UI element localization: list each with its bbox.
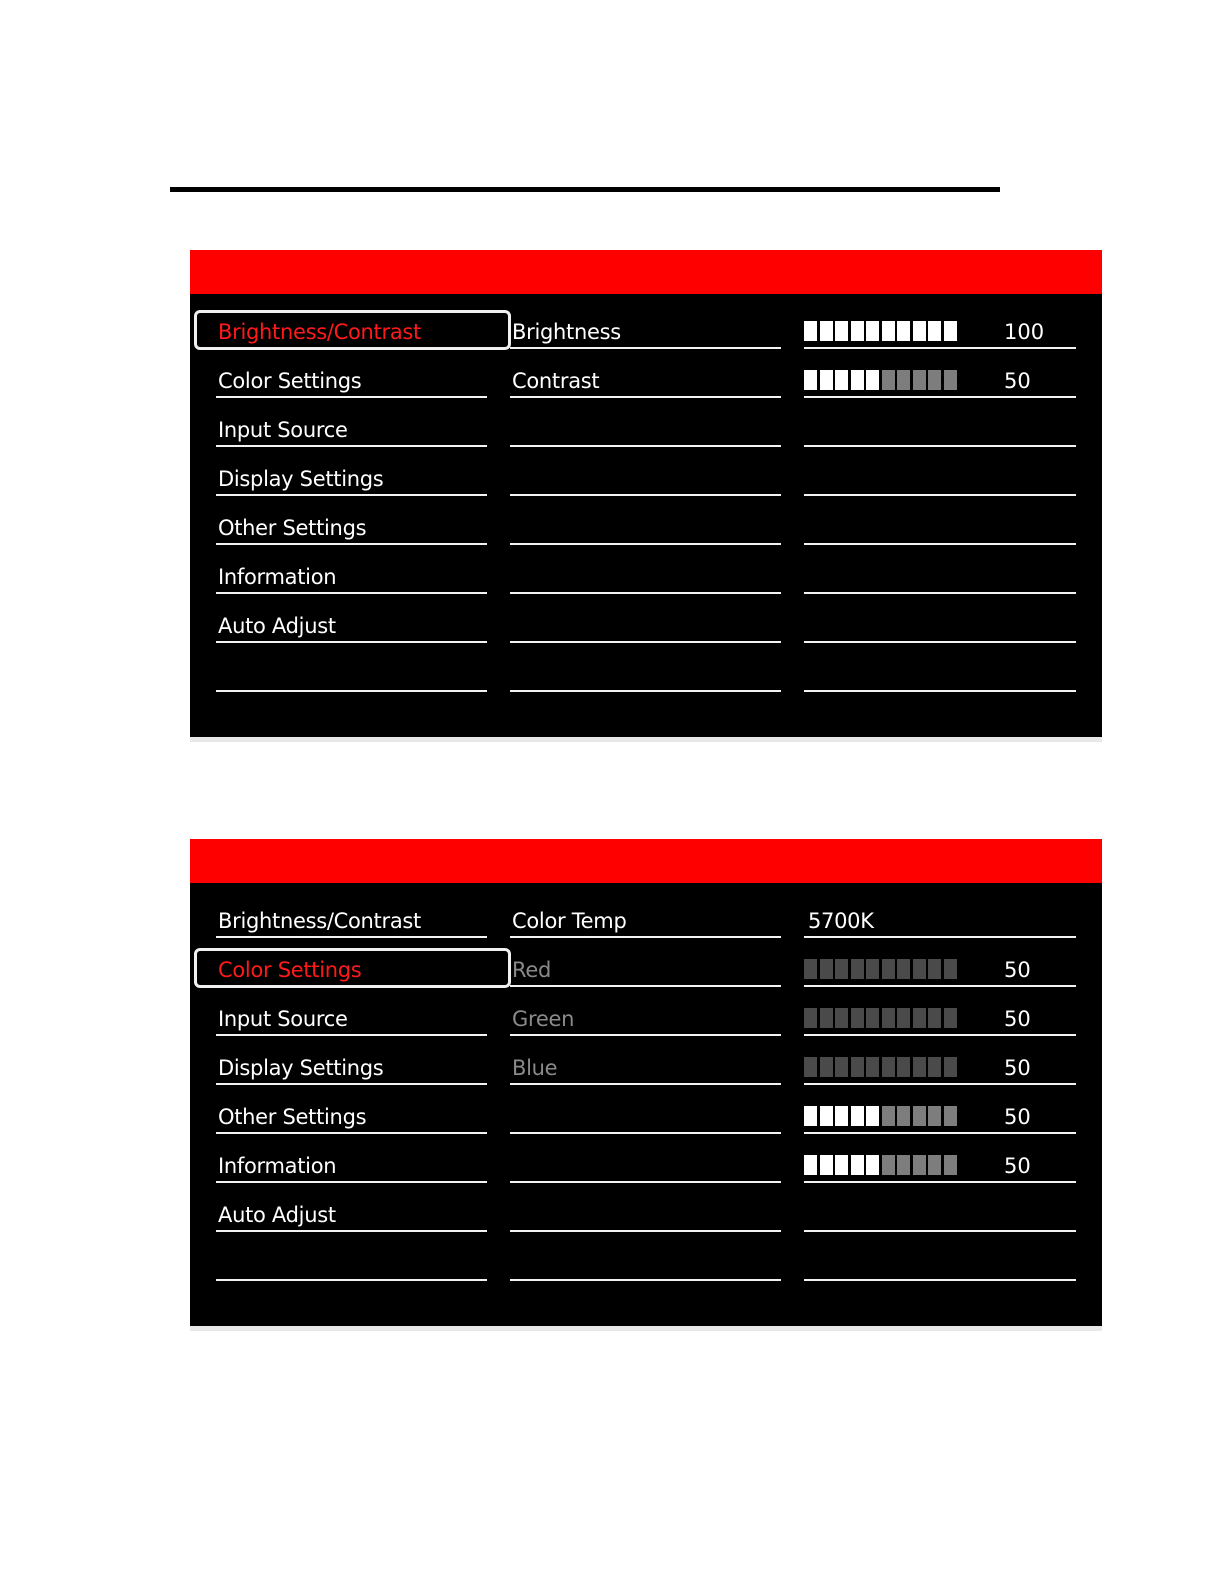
level-bar[interactable] <box>804 321 958 341</box>
menu-item-label: Color Settings <box>218 369 362 393</box>
level-bar <box>804 959 958 979</box>
level-bar-segment <box>928 959 941 979</box>
level-bar-segment <box>866 959 879 979</box>
menu-item-label: Brightness/Contrast <box>218 320 421 344</box>
level-bar-segment <box>928 1155 941 1175</box>
menu-item-other-settings[interactable] <box>216 496 487 545</box>
value-empty-row <box>804 643 1076 692</box>
level-bar-segment <box>913 370 926 390</box>
level-bar-segment <box>804 1106 817 1126</box>
menu-item-label: Other Settings <box>218 516 367 540</box>
value-empty-row <box>804 545 1076 594</box>
level-bar-segment <box>820 959 833 979</box>
level-bar-segment <box>882 959 895 979</box>
menu-item-label: Information <box>218 1154 337 1178</box>
level-bar-segment <box>866 1057 879 1077</box>
menu-item-auto-adjust[interactable] <box>216 1183 487 1232</box>
level-bar-segment <box>897 959 910 979</box>
setting-empty-row <box>510 447 781 496</box>
value-empty-row <box>804 398 1076 447</box>
setting-label: Red <box>512 958 551 982</box>
menu-item-label: Display Settings <box>218 467 384 491</box>
menu-empty-row <box>216 1232 487 1281</box>
level-value: 50 <box>1004 1007 1031 1031</box>
level-bar-segment <box>897 321 910 341</box>
setting-empty-row <box>510 545 781 594</box>
setting-label: Contrast <box>512 369 600 393</box>
setting-color-temp[interactable] <box>510 889 781 938</box>
menu-item-label: Auto Adjust <box>218 1203 336 1227</box>
setting-value-row[interactable] <box>804 889 1076 938</box>
level-bar-segment <box>944 1057 957 1077</box>
level-bar-segment <box>882 1155 895 1175</box>
level-bar-segment <box>913 1008 926 1028</box>
menu-item-label: Other Settings <box>218 1105 367 1129</box>
level-bar-segment <box>820 1155 833 1175</box>
setting-label: Green <box>512 1007 575 1031</box>
menu-item-label: Input Source <box>218 1007 348 1031</box>
setting-label: Brightness <box>512 320 621 344</box>
menu-item-information[interactable] <box>216 545 487 594</box>
level-bar-segment <box>851 1008 864 1028</box>
level-bar-segment <box>882 1057 895 1077</box>
level-bar-segment <box>882 1008 895 1028</box>
level-bar-segment <box>820 1008 833 1028</box>
level-bar-segment <box>851 1155 864 1175</box>
level-slider-row <box>804 938 1076 987</box>
level-bar-segment <box>897 1155 910 1175</box>
level-bar-segment <box>851 321 864 341</box>
menu-item-information[interactable] <box>216 1134 487 1183</box>
level-slider-row <box>804 987 1076 1036</box>
level-bar-segment <box>804 321 817 341</box>
menu-selection-highlight <box>194 948 511 988</box>
value-empty-row <box>804 594 1076 643</box>
level-bar-segment <box>897 1057 910 1077</box>
level-bar[interactable] <box>804 1106 958 1126</box>
menu-item-label: Information <box>218 565 337 589</box>
level-bar-segment <box>944 1155 957 1175</box>
level-bar-segment <box>897 370 910 390</box>
menu-item-input-source[interactable] <box>216 987 487 1036</box>
osd-brightness-contrast-panel <box>190 250 1102 742</box>
level-bar-segment <box>928 1057 941 1077</box>
setting-empty-row <box>510 1183 781 1232</box>
level-bar-segment <box>804 959 817 979</box>
osd-header-bar <box>190 250 1102 294</box>
level-slider-row[interactable] <box>804 1085 1076 1134</box>
level-bar-segment <box>897 1008 910 1028</box>
level-bar-segment <box>851 370 864 390</box>
level-bar <box>804 1008 958 1028</box>
menu-item-other-settings[interactable] <box>216 1085 487 1134</box>
level-bar-segment <box>804 1008 817 1028</box>
menu-item-display-settings[interactable] <box>216 447 487 496</box>
level-bar-segment <box>882 1106 895 1126</box>
setting-label: Color Temp <box>512 909 627 933</box>
level-bar-segment <box>866 1008 879 1028</box>
level-bar-segment <box>928 1008 941 1028</box>
menu-item-label: Color Settings <box>218 958 362 982</box>
setting-empty-row <box>510 1134 781 1183</box>
level-bar-segment <box>835 1106 848 1126</box>
setting-label: Blue <box>512 1056 558 1080</box>
level-bar <box>804 1057 958 1077</box>
level-bar-segment <box>851 1106 864 1126</box>
level-value: 50 <box>1004 1056 1031 1080</box>
menu-item-label: Display Settings <box>218 1056 384 1080</box>
menu-item-label: Input Source <box>218 418 348 442</box>
setting-blue <box>510 1036 781 1085</box>
level-bar-segment <box>882 321 895 341</box>
level-slider-row[interactable] <box>804 349 1076 398</box>
level-bar-segment <box>866 370 879 390</box>
level-bar-segment <box>913 959 926 979</box>
level-bar-segment <box>866 1106 879 1126</box>
osd-color-settings-panel <box>190 839 1102 1331</box>
level-bar-segment <box>944 1106 957 1126</box>
level-bar-segment <box>913 321 926 341</box>
level-value: 50 <box>1004 1154 1031 1178</box>
level-bar-segment <box>835 959 848 979</box>
setting-empty-row <box>510 496 781 545</box>
level-bar[interactable] <box>804 1155 958 1175</box>
level-bar-segment <box>851 1057 864 1077</box>
level-bar-segment <box>820 1057 833 1077</box>
level-bar-segment <box>944 321 957 341</box>
level-bar-segment <box>835 370 848 390</box>
level-bar-segment <box>928 370 941 390</box>
setting-empty-row <box>510 398 781 447</box>
level-bar-segment <box>944 370 957 390</box>
level-bar[interactable] <box>804 370 958 390</box>
setting-red <box>510 938 781 987</box>
setting-green <box>510 987 781 1036</box>
menu-item-brightness-contrast[interactable] <box>216 889 487 938</box>
level-bar-segment <box>944 1008 957 1028</box>
menu-selection-highlight <box>194 310 511 350</box>
level-slider-row[interactable] <box>804 1134 1076 1183</box>
level-value: 50 <box>1004 369 1031 393</box>
level-bar-segment <box>882 370 895 390</box>
setting-contrast[interactable] <box>510 349 781 398</box>
level-value: 50 <box>1004 958 1031 982</box>
level-bar-segment <box>913 1155 926 1175</box>
level-bar-segment <box>804 1155 817 1175</box>
level-bar-segment <box>820 1106 833 1126</box>
level-bar-segment <box>851 959 864 979</box>
level-bar-segment <box>804 1057 817 1077</box>
level-bar-segment <box>835 1057 848 1077</box>
menu-item-auto-adjust[interactable] <box>216 594 487 643</box>
level-bar-segment <box>913 1106 926 1126</box>
menu-item-color-settings[interactable] <box>216 349 487 398</box>
top-rule <box>170 187 1000 192</box>
value-empty-row <box>804 1232 1076 1281</box>
menu-empty-row <box>216 643 487 692</box>
level-bar-segment <box>835 321 848 341</box>
menu-item-label: Brightness/Contrast <box>218 909 421 933</box>
setting-empty-row <box>510 1232 781 1281</box>
level-bar-segment <box>913 1057 926 1077</box>
level-bar-segment <box>928 1106 941 1126</box>
level-bar-segment <box>835 1155 848 1175</box>
level-bar-segment <box>820 321 833 341</box>
level-bar-segment <box>820 370 833 390</box>
level-bar-segment <box>944 959 957 979</box>
level-bar-segment <box>897 1106 910 1126</box>
setting-empty-row <box>510 643 781 692</box>
level-value: 50 <box>1004 1105 1031 1129</box>
level-value: 100 <box>1004 320 1045 344</box>
setting-brightness[interactable] <box>510 300 781 349</box>
level-bar-segment <box>928 321 941 341</box>
setting-empty-row <box>510 594 781 643</box>
level-bar-segment <box>866 1155 879 1175</box>
menu-item-input-source[interactable] <box>216 398 487 447</box>
menu-item-display-settings[interactable] <box>216 1036 487 1085</box>
level-bar-segment <box>835 1008 848 1028</box>
value-empty-row <box>804 447 1076 496</box>
level-bar-segment <box>866 321 879 341</box>
osd-header-bar <box>190 839 1102 883</box>
setting-empty-row <box>510 1085 781 1134</box>
menu-item-label: Auto Adjust <box>218 614 336 638</box>
level-bar-segment <box>804 370 817 390</box>
level-slider-row[interactable] <box>804 300 1076 349</box>
value-empty-row <box>804 1183 1076 1232</box>
value-empty-row <box>804 496 1076 545</box>
setting-value: 5700K <box>808 909 874 933</box>
level-slider-row <box>804 1036 1076 1085</box>
